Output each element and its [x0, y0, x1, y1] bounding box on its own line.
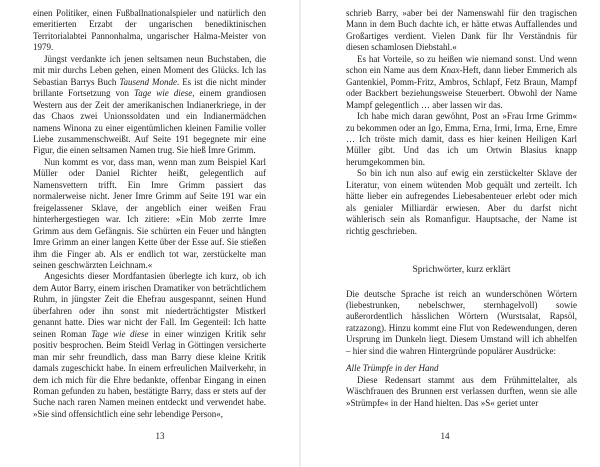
paragraph-text: Jüngst verdankte ich jenen seltsamen neun Buchstaben, die mit mir durchs Leben gehen, einen Moment des Glücks. Ich las Sebastian Barrys Buch: [33, 53, 266, 87]
paragraph-text: . Es ist die nicht minder brillante Fortsetzung von: [33, 76, 266, 99]
paragraph: [346, 375, 577, 409]
magazine-title: Knax: [440, 65, 460, 76]
book-title: Tage wie diese: [134, 88, 193, 99]
paragraph: [33, 271, 266, 420]
section-heading: Sprichwörter, kurz erklärt: [412, 265, 511, 276]
paragraph-text: Ich habe mich daran gewöhnt, Post an »Frau Irme Grimm« zu bekommen oder an Igo, Emma, Erna, Irmi, Irma, Erne, Emre … Ich tröste mich damit, dass es hier keinen Heiligen Karl Müller gibt. Und das ich um Ortwin Blasius knapp herumgekommen bin.: [346, 111, 577, 167]
paragraph: [346, 168, 577, 237]
paragraph: [346, 289, 577, 358]
paragraph-text: , einem grandiosen Western aus der Zeit der amerikanischen Indianerkriege, in der das Chaos zwei Unionssoldaten und ein Indianermädchen namens Winona zu einer eigentümlichen kleinen Familie voller Liebe zusammenschweißt. Auf Seite 191 begegnete mir eine Figur, die einen seltsamen Namen trug. Sie hieß Imre Grimm.: [33, 88, 266, 156]
right-page: [300, 0, 600, 467]
paragraph: [346, 111, 577, 168]
paragraph: [346, 8, 577, 54]
page-number: 13: [155, 431, 165, 441]
paragraph-text: So bin ich nun also auf ewig ein zerstückelter Sklave der Literatur, von einem wütenden Mob gequält und zerteilt. Ich hätte lieber ein aufregendes Liebesabenteuer erlebt oder mich als genialer Milliardär erwiesen. Aber du darfst nicht wählerisch sein als Romanfigur. Hauptsache, der Name ist richtig geschrieben.: [346, 168, 577, 236]
paragraph: [33, 157, 266, 272]
paragraph-text: Diese Redensart stammt aus dem Frühmittelalter, als Wäschfrauen des Brunnen erst verlassen durften, wenn sie alle »Strümpfe« in der Hand hielten. Das »S« geriet unter: [346, 374, 577, 408]
subheading: Alle Trümpfe in der Hand: [346, 363, 439, 374]
paragraph-text: schrieb Barry, »aber bei der Namenswahl für den tragischen Mann in dem Buch dachte ich, er hätte etwas Auffallendes und Großartiges verdient. Vielen Dank für Ihr Verständnis für diesen schamlosen Diebstahl.«: [346, 8, 577, 53]
paragraph: [346, 54, 577, 111]
paragraph-text: einen Politiker, einen Fußballnationalspieler und natürlich den emeritierten Erzabt der ungarischen benediktinischen Territorialabtei Pannonhalma, ungarischer Halma-Meister von 1979.: [33, 8, 266, 53]
page-number: 14: [440, 431, 450, 441]
paragraph: [33, 54, 266, 157]
paragraph-text: Es hat Vorteile, so zu heißen wie niemand sonst. Und wenn schon ein Name aus dem: [346, 53, 577, 76]
book-title: Tausend Monde: [119, 76, 177, 87]
paragraph-text: Die deutsche Sprache ist reich an wunderschönen Wörtern (liebestrunken, nebelschwer, sternhagelvoll) sowie außerordentlich hässlichen Wörtern (Wurstsalat, Rapsöl, ratzazong). Hinzu kommt eine Flut von Redewendungen, deren Ursprung im Dunkeln liegt. Diesem Umstand will ich abhelfen – hier sind die wahren Hintergründe populärer Ausdrücke:: [346, 288, 577, 356]
paragraph-text: Angesichts dieser Mordfantasien überlegte ich kurz, ob ich dem Autor Barry, einem irischen Dramatiker von beträchtlichem Ruhm, in jüngster Zeit die Ehefrau ausgespannt, seinen Hund überfahren oder ihn sonst mit niederträchtigster Mistkerl genannt hatte. Dies war nicht der Fall. Im Gegenteil: Ich hatte seinen Roman: [33, 271, 266, 339]
paragraph-text: -Heft, dann lieber Emmerich als Gantenkiel, Pomm-Fritz, Ambros, Schlapf, Fetz Braun, Mampf oder Backbert beziehungsweise Steuerbert. Obwohl der Name Mampf gelegentlich … aber lassen wir das.: [346, 65, 577, 110]
book-title: Tage wie diese: [91, 328, 149, 339]
right-page-text: [346, 8, 577, 409]
paragraph-text: in einer winzigen Kritik sehr positiv besprochen. Beim Steidl Verlag in Göttingen versicherte man mir sehr freundlich, dass man Barry diese kleine Kritik damals zugeschickt habe. In einem erfreulichen Mailverkehr, in dem ich mich für die Ehre bedankte, offenbar Eingang in einen Roman gefunden zu haben, bestätigte Barry, dass er stets auf der Suche nach raren Namen meinen entdeckt und verwendet habe. »Sie sind offensichtlich eine sehr lebendige Person«,: [33, 328, 266, 419]
paragraph-text: Nun kommt es vor, dass man, wenn man zum Beispiel Karl Müller oder Daniel Richter heißt, gelegentlich auf Namensvettern trifft. Ein Imre Grimm passiert das normalerweise nicht. Jener Imre Grimm auf Seite 191 war ein freigelassener Sklave, der angeblich einer weißen Frau hinterhergestiegen war. Ich zitiere: »Ein Mob zerrte Imre Grimm aus dem Gefängnis. Sie schürten ein Feuer und hängten Imre Grimm an einer langen Kette über der Esse auf. Sie stießen ihm die Finger ab. Als er endlich tot war, zerstückelte man seinen geschwärzten Leichnam.«: [33, 156, 266, 270]
paragraph: [33, 8, 266, 54]
left-page-text: [33, 8, 266, 420]
